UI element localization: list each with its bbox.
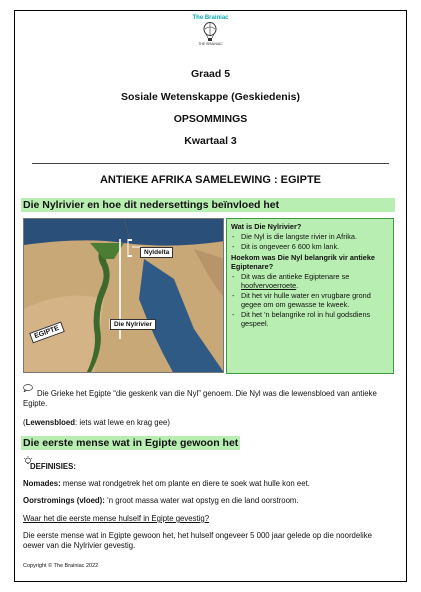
nile-map-image — [23, 218, 224, 373]
list-item: - Die Nyl is die langste rivier in Afrika. — [231, 232, 389, 241]
oorstromings-definition: Oorstromings (vloed): ‘n groot massa water wat opstyg en die land oorstroom. — [23, 496, 299, 505]
map-label-delta: Nyldelta — [140, 247, 173, 258]
term-title: Kwartaal 3 — [184, 135, 237, 147]
section-heading-nile: Die Nylrivier en hoe dit nedersettings beïnvloed het — [21, 198, 395, 212]
hot-air-balloon-icon — [202, 22, 218, 42]
term: Lewensbloed — [25, 418, 75, 427]
list-item: - Dit is ongeveer 6 600 km lank. — [231, 242, 389, 251]
logo-subtext: THE BRAINIAC — [198, 42, 223, 46]
question-why-important: Hoekom was Die Nyl belangrik vir antieke Egiptenare? — [231, 253, 375, 271]
brand-name: The Brainiac — [192, 15, 229, 21]
nile-importance-list — [231, 272, 389, 328]
question-what-is-nile: Wat is Die Nylrivier? — [231, 222, 302, 231]
nomades-definition: Nomades: mense wat rondgetrek het om plante en diere te soek wat hulle kon eet. — [23, 479, 310, 488]
section-heading-first-people: Die eerste mense wat in Egipte gewoon het — [23, 437, 239, 449]
settlement-question: Waar het die eerste mense hulself in Egipte gevestig? — [23, 514, 210, 523]
doc-type-title: OPSOMMINGS — [173, 113, 248, 125]
list-item: - Dit het 'n belangrike rol in hul godsdiens gespeel. — [231, 310, 389, 328]
list-item: - Dit was die antieke Egiptenare se hoofvervoerroete. — [231, 272, 389, 290]
divider — [32, 163, 389, 164]
lewensbloed-definition: (Lewensbloed: iets wat lewe en krag gee) — [23, 418, 170, 427]
main-title: ANTIEKE AFRIKA SAMELEWING : EGIPTE — [99, 174, 322, 186]
map-label-egypt: EGIPTE — [29, 322, 64, 344]
nile-info-box — [226, 218, 394, 374]
map-label-river: Die Nylrivier — [110, 319, 156, 330]
definitions-title: DEFINISIES: — [30, 462, 76, 471]
satellite-map — [24, 219, 224, 373]
underlined-term: hoofvervoerroete — [241, 281, 297, 290]
nile-facts-list — [231, 232, 389, 251]
grade-title: Graad 5 — [190, 68, 231, 80]
nile-gift-paragraph: Die Grieke het Egipte “die geskenk van die Nyl” genoem. Die Nyl was die lewensbloed van antieke Egipte. — [23, 389, 377, 408]
subject-title: Sosiale Wetenskappe (Geskiedenis) — [121, 91, 300, 103]
settlement-answer: Die eerste mense wat in Egipte gewoon het, het hulself ongeveer 5 000 jaar gelede op die noordelike oewer van die Nylrivier gevestig. — [23, 531, 372, 550]
copyright: Copyright © The Brainiac 2022 — [23, 563, 99, 569]
list-item: - Dit het vir hulle water en vrugbare grond gegee om om gewasse te kweek. — [231, 291, 389, 309]
